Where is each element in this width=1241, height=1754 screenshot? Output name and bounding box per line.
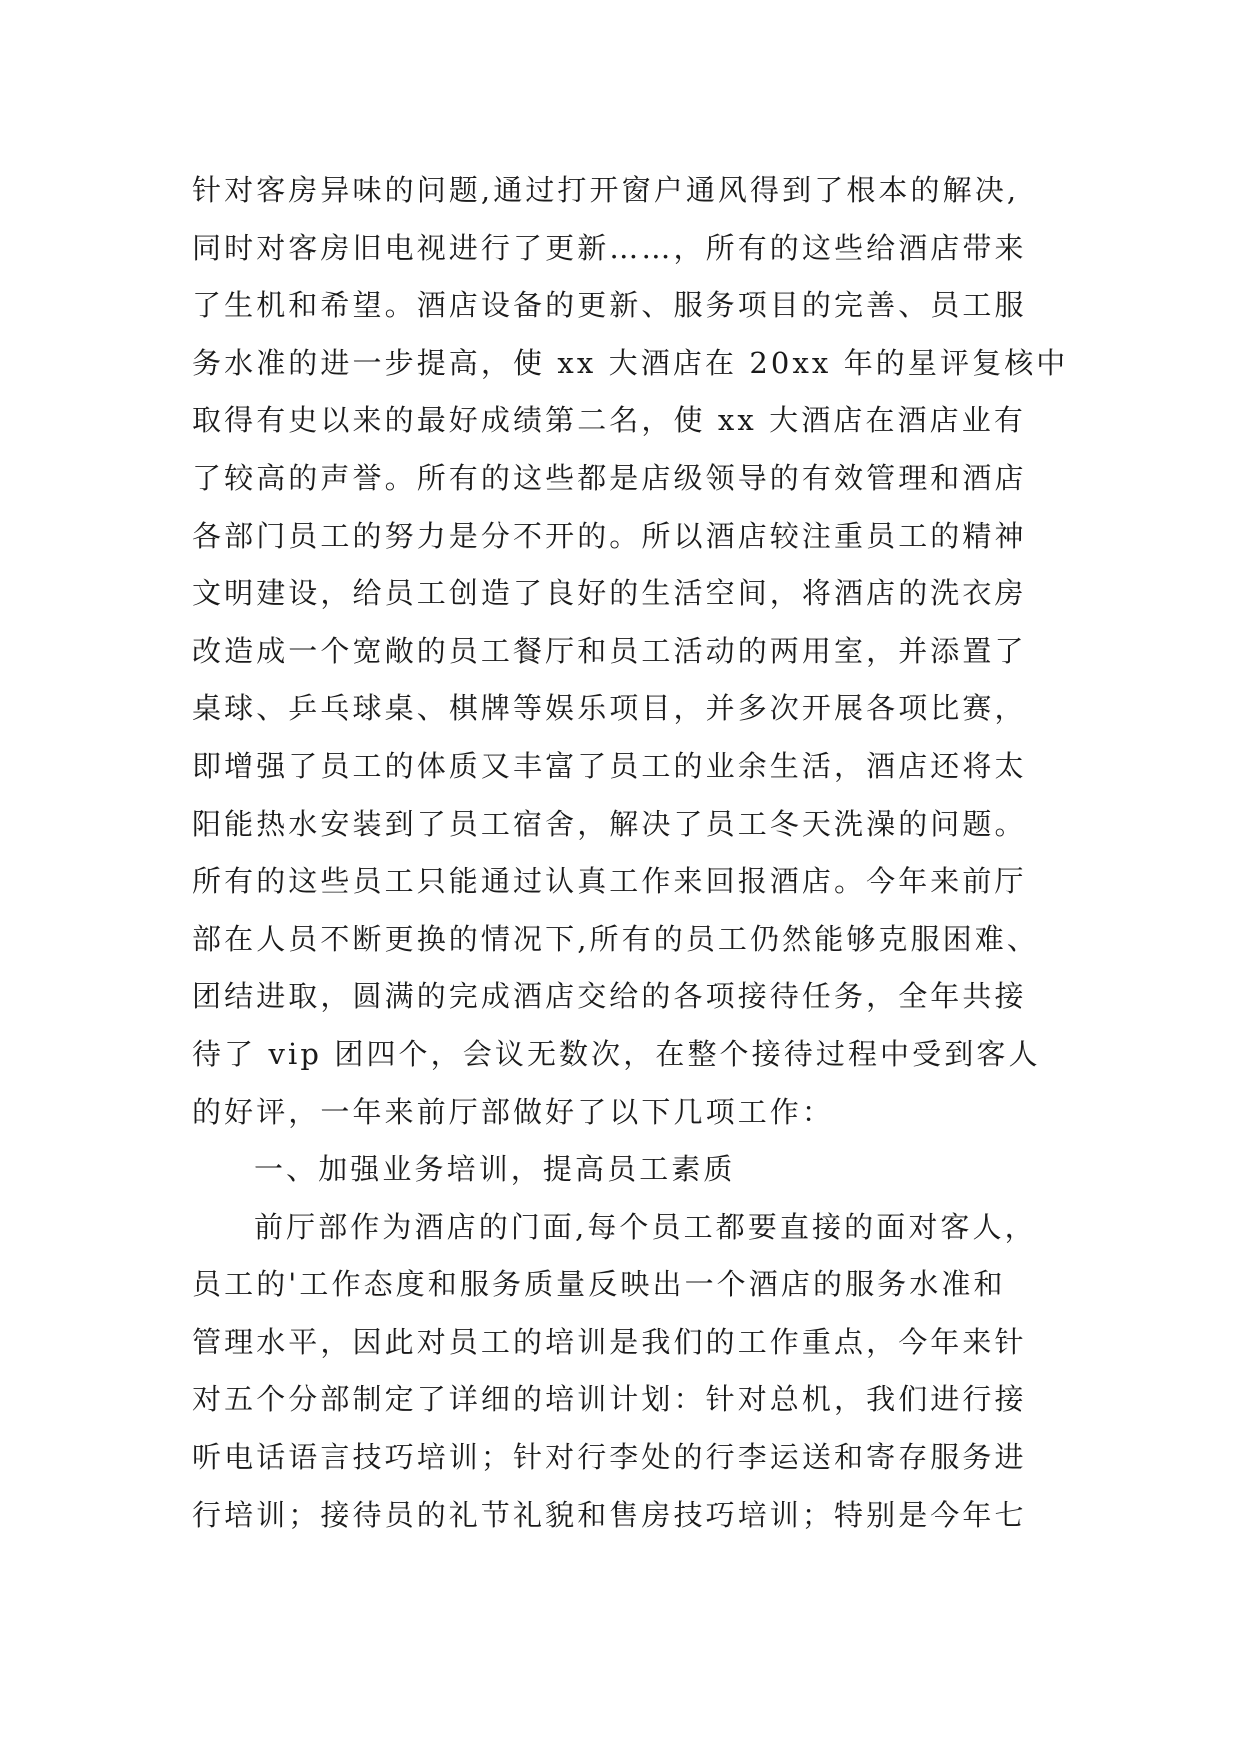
text-line: 对五个分部制定了详细的培训计划：针对总机，我们进行接 bbox=[192, 1382, 1027, 1417]
text-line: 了生机和希望。酒店设备的更新、服务项目的完善、员工服 bbox=[192, 288, 1027, 323]
text-line: 管理水平，因此对员工的培训是我们的工作重点，今年来针 bbox=[192, 1324, 1027, 1359]
text-line: 桌球、乒乓球桌、棋牌等娱乐项目，并多次开展各项比赛， bbox=[192, 691, 1027, 726]
text-line: 部在人员不断更换的情况下,所有的员工仍然能够克服困难、 bbox=[192, 921, 1039, 956]
text-line: 听电话语言技巧培训；针对行李处的行李运送和寄存服务进 bbox=[192, 1440, 1027, 1475]
text-line: 的好评，一年来前厅部做好了以下几项工作： bbox=[192, 1094, 835, 1129]
text-line: 文明建设，给员工创造了良好的生活空间，将酒店的洗衣房 bbox=[192, 576, 1027, 611]
body-text bbox=[192, 162, 1092, 1544]
text-line: 针对客房异味的问题,通过打开窗户通风得到了根本的解决, bbox=[192, 173, 1020, 207]
section-heading: 一、加强业务培训，提高员工素质 bbox=[254, 1152, 736, 1187]
text-line: 行培训；接待员的礼节礼貌和售房技巧培训；特别是今年七 bbox=[192, 1497, 1027, 1532]
text-line: 团结进取，圆满的完成酒店交给的各项接待任务，全年共接 bbox=[192, 979, 1027, 1014]
text-line: 务水准的进一步提高，使 xx 大酒店在 20xx 年的星评复核中 bbox=[192, 345, 1069, 380]
text-line: 了较高的声誉。所有的这些都是店级领导的有效管理和酒店 bbox=[192, 460, 1027, 495]
text-line: 待了 vip 团四个，会议无数次，在整个接待过程中受到客人 bbox=[192, 1036, 1041, 1071]
text-line: 同时对客房旧电视进行了更新……，所有的这些给酒店带来 bbox=[192, 230, 1027, 265]
text-line: 改造成一个宽敞的员工餐厅和员工活动的两用室，并添置了 bbox=[192, 633, 1027, 668]
paragraph-first-line: 前厅部作为酒店的门面,每个员工都要直接的面对客人， bbox=[254, 1209, 1037, 1244]
text-line: 取得有史以来的最好成绩第二名，使 xx 大酒店在酒店业有 bbox=[192, 403, 1026, 438]
text-line: 各部门员工的努力是分不开的。所以酒店较注重员工的精神 bbox=[192, 518, 1027, 553]
text-line: 阳能热水安装到了员工宿舍，解决了员工冬天洗澡的问题。 bbox=[192, 806, 1027, 841]
text-line: 所有的这些员工只能通过认真工作来回报酒店。今年来前厅 bbox=[192, 864, 1027, 899]
text-line: 即增强了员工的体质又丰富了员工的业余生活，酒店还将太 bbox=[192, 748, 1027, 783]
text-line: 员工的'工作态度和服务质量反映出一个酒店的服务水准和 bbox=[192, 1267, 1006, 1302]
